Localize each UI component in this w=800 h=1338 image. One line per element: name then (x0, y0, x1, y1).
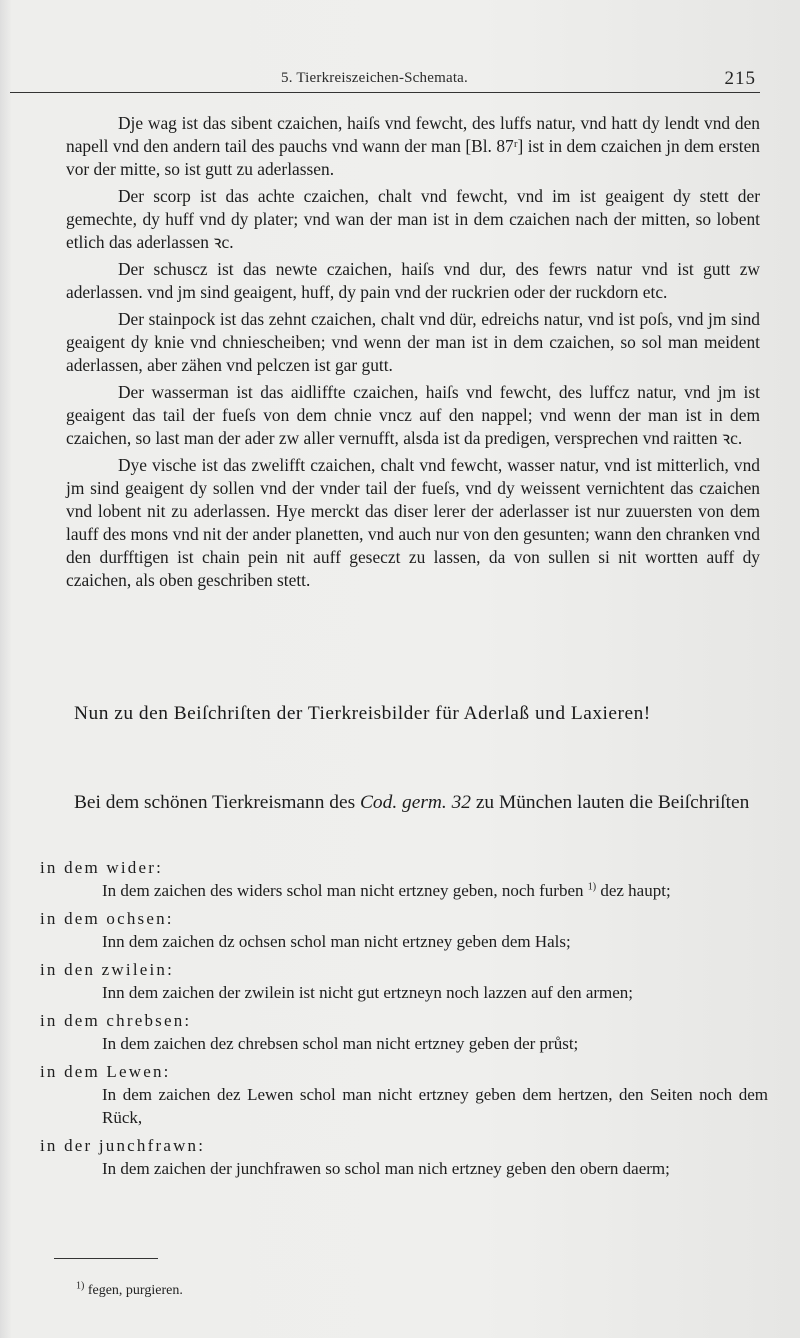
paragraph-aquarius: Der wasserman ist das aidliffte czaichen, haiſs vnd fewcht, des luffcz natur, vnd jm ist geaigent das tail der fueſs von dem chnie vncz auf den nappel; vnd wenn der man ist in dem czaichen, so last man der ader zw aller vernufft, alsda ist da predigen, versprechen vnd raitten ꝛc. (66, 382, 760, 448)
intro-text-before: Bei dem schönen Tierkreismann des (74, 792, 356, 813)
paragraph-capricorn: Der stainpock ist das zehnt czaichen, chalt vnd dür, edreichs natur, vnd ist poſs, vnd jm sind geaigent dy knie vnd chniescheiben; vnd wenn der man ist in dem czaichen, so sol man meident aderlassen, aber zähen vnd pelczen ist gar gutt. (66, 309, 760, 375)
paragraph-pisces: Dye vische ist das zwelifft czaichen, chalt vnd fewcht, wasser natur, vnd ist mitterlich, vnd jm sind geaigent dy sollen vnd der vnder tail der fueſs, vnd dy weissent vernichtent das czaichen vnd lobent nit zu aderlassen. Hye merckt das diser lerer der aderlasser ist nur zuuersten von dem lauff des mons vnd nit der ander planetten, vnd auch nur von den gesunten; wann den chranken vnd den durfftigen ist chain pein nit auff geseczt zu lassen, da von sullen si nit wortten auff dy czaichen, als oben geschriben stett. (66, 455, 760, 590)
inscription-label: in den zwilein: (40, 960, 175, 979)
inscription-label: in dem wider: (40, 858, 164, 877)
inscription-virgo (40, 1134, 768, 1180)
main-text (66, 112, 760, 596)
footnote-marker: 1) (587, 881, 597, 893)
running-title: 5. Tierkreiszeichen-Schemata. (281, 70, 468, 86)
section-heading: Nun zu den Beiſchriſten der Tierkreisbilder für Aderlaß und Laxieren! (74, 703, 651, 724)
footnote-rule (54, 1258, 158, 1259)
inscription-label: in dem ochsen: (40, 909, 174, 928)
intro-text-after: zu München lauten die Beiſchriſten (475, 792, 750, 813)
inscription-taurus (40, 907, 768, 953)
page-header (0, 66, 800, 96)
footnote (76, 1280, 183, 1299)
paragraph-sagittarius: Der schuscz ist das newte czaichen, haiſs vnd dur, des fewrs natur vnd ist gutt zw aderlassen. vnd jm sind geaigent, huff, dy pain vnd der ruckrien oder der ruckdorn etc. (66, 259, 760, 302)
inscription-gemini (40, 958, 768, 1004)
page-number: 215 (724, 68, 756, 89)
inscription-label: in dem Lewen: (40, 1062, 171, 1081)
footnote-number: 1) (76, 1280, 85, 1292)
inscription-leo (40, 1060, 768, 1129)
inscription-text: In dem zaichen dez Lewen schol man nicht ertzney geben dem hertzen, den Seiten noch dem Rück, (102, 1085, 768, 1127)
inscription-text: In dem zaichen dez chrebsen schol man nicht ertzney geben der průst; (102, 1034, 579, 1053)
inscription-list (40, 856, 768, 1185)
header-rule (10, 92, 760, 93)
inscription-cancer (40, 1009, 768, 1055)
inscription-text: Inn dem zaichen der zwilein ist nicht gut ertzneyn noch lazzen auf den armen; (102, 983, 634, 1002)
paragraph-libra: Dje wag ist das sibent czaichen, haiſs vnd fewcht, des luffs natur, vnd hatt dy lendt vnd den napell vnd den andern tail des pauchs vnd wann der man [Bl. 87ʳ] ist in dem czaichen jn dem ersten vor der mitte, so ist gutt zu aderlassen. (66, 113, 760, 179)
codex-reference: Cod. germ. 32 (360, 792, 471, 813)
inscription-text: Inn dem zaichen dz ochsen schol man nicht ertzney geben dem Hals; (102, 932, 571, 951)
inscription-label: in dem chrebsen: (40, 1011, 192, 1030)
inscription-text: In dem zaichen der junchfrawen so schol man nich ertzney geben den obern daerm; (102, 1159, 670, 1178)
paragraph-scorpio: Der scorp ist das achte czaichen, chalt vnd fewcht, vnd im ist geaigent dy stett der gemechte, dy huff vnd dy plater; vnd wan der man ist in dem czaichen nach der mitten, so lobent etlich das aderlassen ꝛc. (66, 186, 760, 252)
inscription-text: In dem zaichen des widers schol man nicht ertzney geben, noch furben $^{1)}$ dez haupt; (102, 881, 671, 900)
intro-paragraph (20, 788, 763, 817)
inscription-aries (40, 856, 768, 902)
inscription-label: in der junchfrawn: (40, 1136, 206, 1155)
footnote-text: fegen, purgieren. (87, 1283, 183, 1298)
